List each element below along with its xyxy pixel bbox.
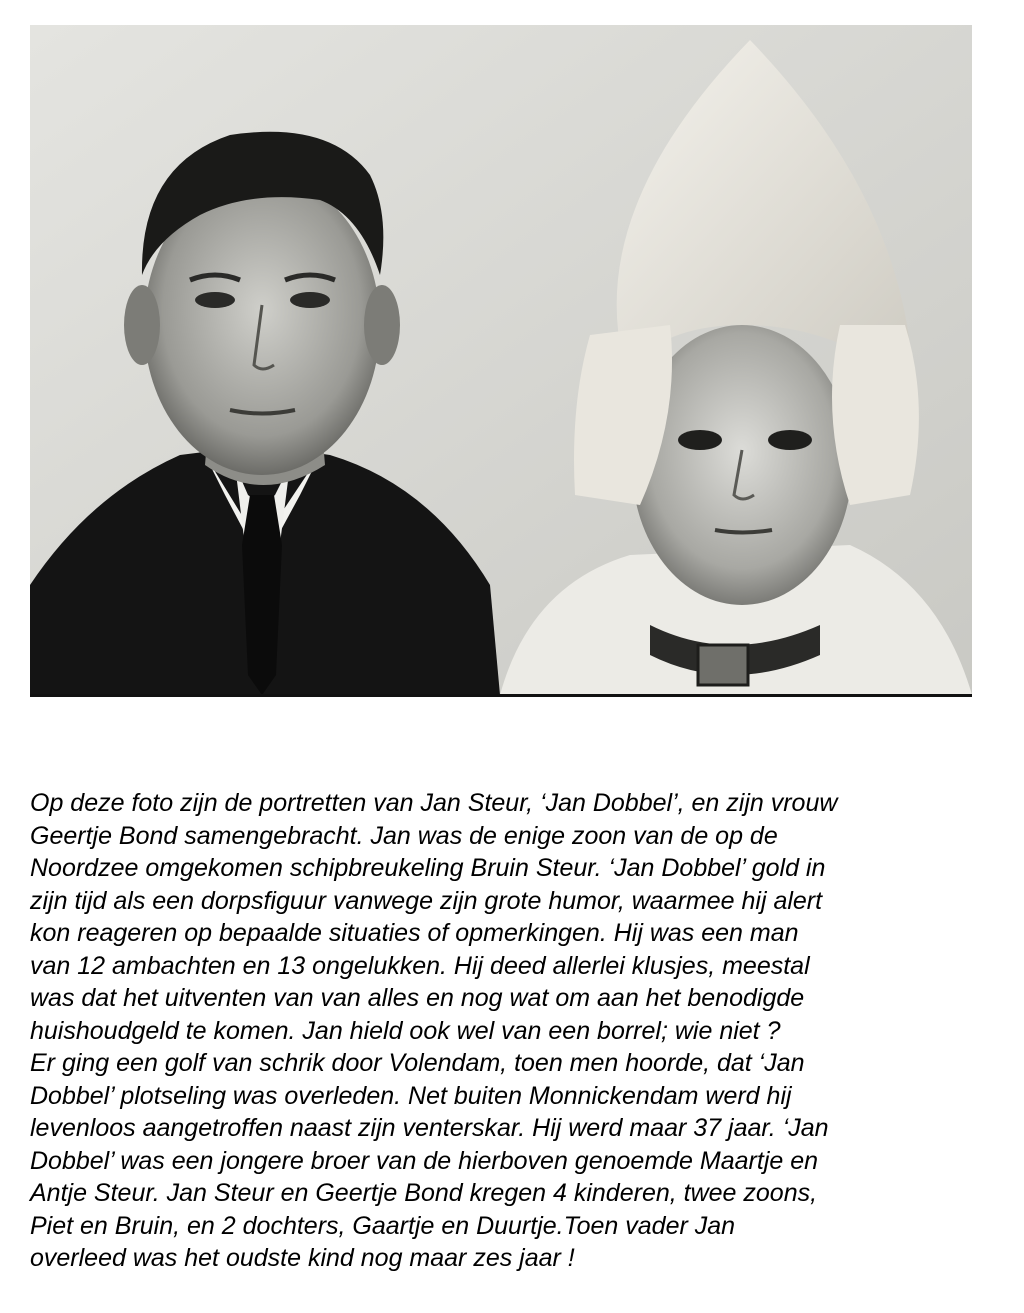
photo-bottom-rule [30, 694, 972, 697]
caption-line: kon reageren op bepaalde situaties of opmerkingen. Hij was een man [30, 919, 799, 947]
portrait-photo [30, 25, 972, 695]
caption-line: Noordzee omgekomen schipbreukeling Bruin Steur. ‘Jan Dobbel’ gold in [30, 854, 826, 882]
caption-line: Geertje Bond samengebracht. Jan was de enige zoon van de op de [30, 821, 778, 850]
caption-line: Antje Steur. Jan Steur en Geertje Bond kregen 4 kinderen, twee zoons, [30, 1179, 818, 1207]
caption-line: was dat het uitventen van van alles en nog wat om aan het benodigde [30, 984, 805, 1012]
caption-line: Dobbel’ was een jongere broer van de hierboven genoemde Maartje en [30, 1146, 819, 1175]
caption-line: levenloos aangetroffen naast zijn venterskar. Hij werd maar 37 jaar. ‘Jan [30, 1114, 829, 1142]
caption-line: Dobbel’ plotseling was overleden. Net buiten Monnickendam werd hij [30, 1081, 792, 1110]
caption-line: Op deze foto zijn de portretten van Jan Steur, ‘Jan Dobbel’, en zijn vrouw [30, 789, 838, 817]
caption-line: zijn tijd als een dorpsfiguur vanwege zijn grote humor, waarmee hij alert [30, 886, 823, 915]
caption-line: overleed was het oudste kind nog maar zes jaar ! [30, 1244, 575, 1272]
caption-line: van 12 ambachten en 13 ongelukken. Hij deed allerlei klusjes, meestal [30, 951, 810, 980]
portrait-photo-icon [30, 25, 972, 695]
caption-line: Piet en Bruin, en 2 dochters, Gaartje en Duurtje.Toen vader Jan [30, 1211, 736, 1240]
photo-caption [30, 787, 990, 1275]
caption-line: Er ging een golf van schrik door Volendam, toen men hoorde, dat ‘Jan [30, 1049, 805, 1077]
caption-line: huishoudgeld te komen. Jan hield ook wel van een borrel; wie niet ? [30, 1016, 781, 1045]
